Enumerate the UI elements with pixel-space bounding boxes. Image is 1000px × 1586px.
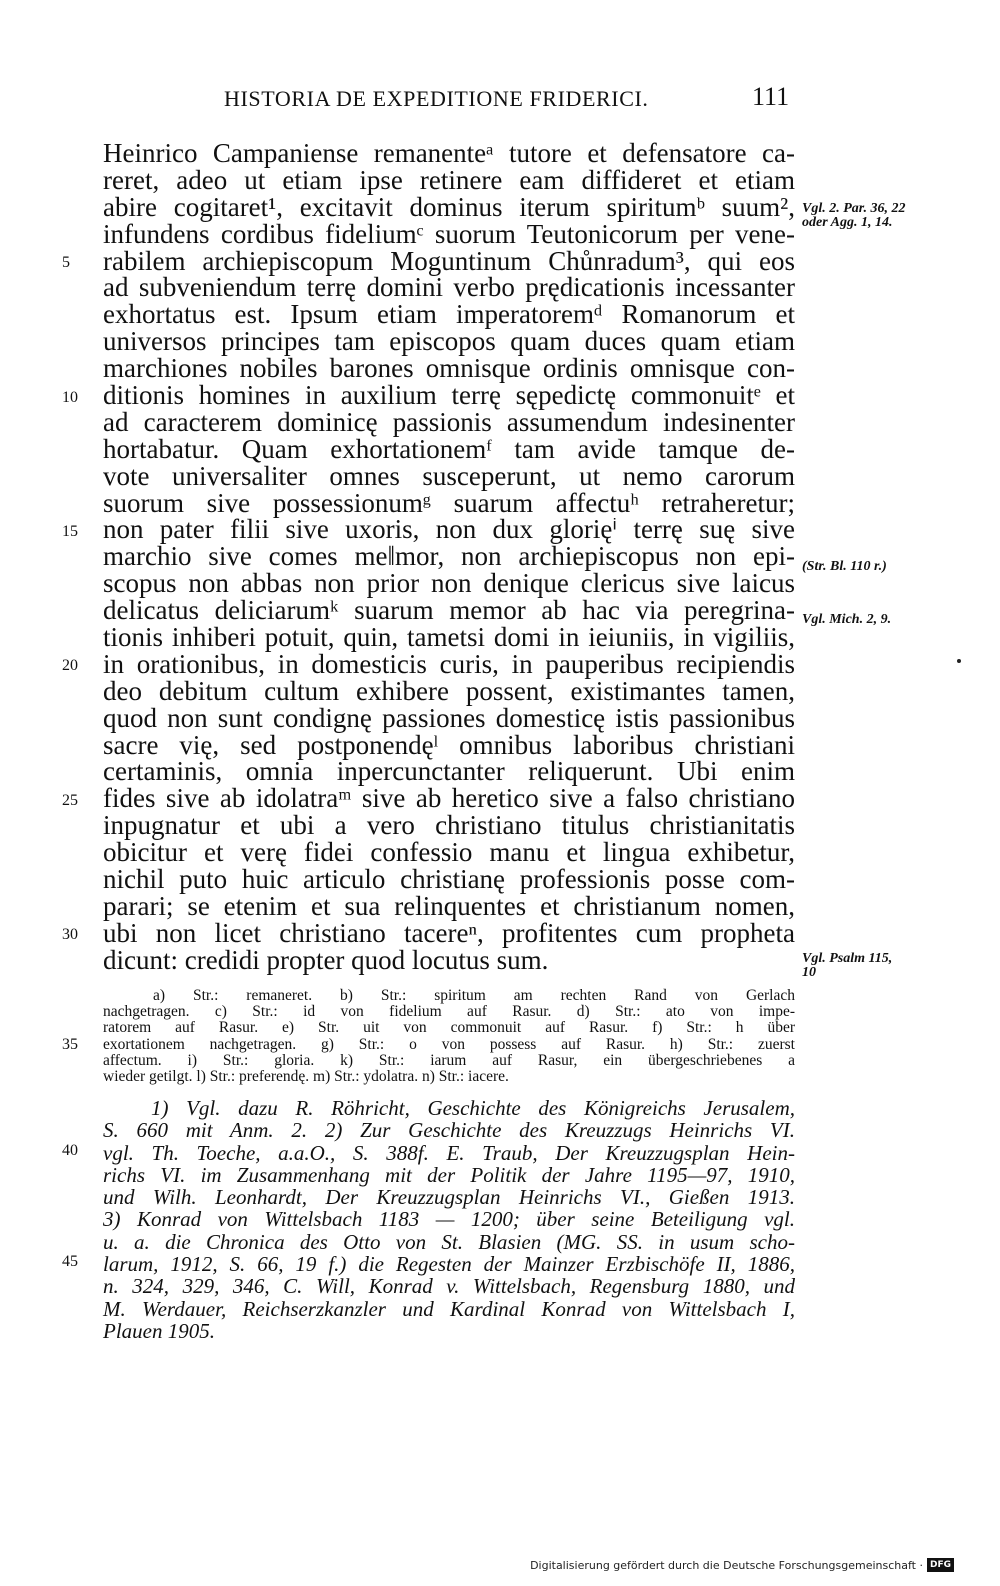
text-line: ubi non licet christiano tacereⁿ, profitentes cum propheta [103, 917, 795, 948]
text-line: dicunt: credidi propter quod locutus sum. [103, 944, 549, 975]
footnote-line: larum, 1912, S. 66, 19 f.) die Regesten der Mainzer Erzbischöfe II, 1886, [103, 1252, 795, 1277]
text-line: Heinrico Campaniense remanenteᵃ tutore et defensatore ca- [103, 138, 795, 168]
speck-mark [957, 659, 961, 663]
critical-apparatus [103, 988, 795, 1085]
footnote-line: n. 324, 329, 346, C. Will, Konrad v. Wittelsbach, Regensburg 1880, und [103, 1274, 795, 1299]
text-line: vote universaliter omnes susceperunt, ut nemo carorum [103, 460, 795, 491]
text-line: suorum sive possessionumᵍ suarum affectuʰ retraheretur; [103, 487, 795, 518]
text-line: non pater filii sive uxoris, non dux glorięⁱ terrę suę sive [103, 514, 795, 545]
footnote-line: Plauen 1905. [103, 1318, 215, 1343]
line-number: 35 [62, 1036, 78, 1053]
text-line: scopus non abbas non prior non denique clericus sive laicus [103, 568, 795, 599]
dfg-logo: DFG [927, 1558, 954, 1572]
text-line: sacre vię, sed postponendęˡ omnibus laboribus christiani [103, 729, 795, 760]
line-number: 25 [62, 792, 78, 809]
text-line: quod non sunt condignę passiones domesticę istis passionibus [103, 702, 795, 733]
line-number: 40 [62, 1142, 78, 1159]
text-line: rabilem archiepiscopum Moguntinum Chůnradum³, qui eos [103, 245, 795, 276]
text-line: delicatus deliciarumᵏ suarum memor ab hac via peregrina- [103, 595, 795, 626]
running-head: HISTORIA DE EXPEDITIONE FRIDERICI. [224, 86, 649, 111]
line-number: 5 [62, 254, 70, 271]
text-line: universos principes tam episcopos quam duces quam etiam [103, 326, 795, 357]
apparatus-line: nachgetragen. c) Str.: id von fidelium auf Rasur. d) Str.: ato von impe- [103, 1003, 795, 1021]
margin-note: Vgl. 2. Par. 36, 22 oder Agg. 1, 14. [802, 201, 906, 230]
line-number: 45 [62, 1253, 78, 1270]
text-line: ad caracterem dominicę passionis assumendum indesinenter [103, 406, 795, 437]
margin-note: Vgl. Mich. 2, 9. [802, 612, 892, 627]
text-line: ad subveniendum terrę domini verbo prędicationis incessanter [103, 272, 795, 303]
text-line: reret, adeo ut etiam ipse retinere eam diffideret et etiam [103, 164, 795, 195]
digitization-credit [530, 1558, 954, 1572]
text-line: obicitur et verę fidei confessio manu et lingua exhibetur, [103, 837, 795, 868]
footnote-line: M. Werdauer, Reichserzkanzler und Kardinal Konrad von Wittelsbach I, [103, 1296, 795, 1321]
apparatus-line: wieder getilgt. l) Str.: preferendę. m) Str.: ydolatra. n) Str.: iacere. [103, 1067, 509, 1085]
apparatus-line: affectum. i) Str.: gloria. k) Str.: iarum auf Rasur, ein übergeschriebenes a [103, 1051, 795, 1069]
footnote-line: 1) Vgl. dazu R. Röhricht, Geschichte des Königreichs Jerusalem, [151, 1096, 795, 1120]
text-line: hortabatur. Quam exhortationemᶠ tam avide tamque de- [103, 433, 795, 464]
main-text [103, 140, 795, 974]
line-number: 15 [62, 523, 78, 540]
text-line: abire cogitaret¹, excitavit dominus iterum spiritumᵇ suum², [103, 191, 795, 222]
page-number: 111 [752, 82, 790, 111]
line-number: 20 [62, 657, 78, 674]
text-line: in orationibus, in domesticis curis, in pauperibus recipiendis [103, 648, 795, 679]
text-line: fides sive ab idolatraᵐ sive ab heretico sive a falso christiano [103, 783, 795, 814]
footnote-line: richs VI. im Zusammenhang mit der Politik der Jahre 1195—97, 1910, [103, 1162, 795, 1187]
text-line: tionis inhiberi potuit, quin, tametsi domi in ieiuniis, in vigiliis, [103, 622, 795, 653]
footnote-line: 3) Konrad von Wittelsbach 1183 — 1200; über seine Beteiligung vgl. [103, 1207, 795, 1232]
text-line: nichil puto huic articulo christianę professionis posse com- [103, 864, 795, 895]
apparatus-line: exortationem nachgetragen. g) Str.: o von possess auf Rasur. h) Str.: zuerst [103, 1035, 795, 1053]
margin-note: Vgl. Psalm 115, 10 [802, 951, 893, 980]
footnote-line: und Wilh. Leonhardt, Der Kreuzzugsplan Heinrichs VI., Gießen 1913. [103, 1185, 795, 1210]
line-number: 30 [62, 926, 78, 943]
text-line: certaminis, omnia inpercunctanter reliquerunt. Ubi enim [103, 756, 795, 787]
footnote-line: S. 660 mit Anm. 2. 2) Zur Geschichte des Kreuzzugs Heinrichs VI. [103, 1118, 795, 1143]
text-line: exhortatus est. Ipsum etiam imperatoremᵈ Romanorum et [103, 299, 795, 330]
text-line: inpugnatur et ubi a vero christiano titulus christianitatis [103, 810, 795, 841]
text-line: infundens cordibus fideliumᶜ suorum Teutonicorum per vene- [103, 218, 795, 249]
text-line: marchio sive comes me‖mor, non archiepiscopus non epi- [103, 541, 795, 572]
line-number: 10 [62, 389, 78, 406]
text-line: deo debitum cultum exhibere possent, existimantes tamen, [103, 675, 795, 706]
footnote-line: u. a. die Chronica des Otto von St. Blasien (MG. SS. in usum scho- [103, 1229, 795, 1254]
footnote-line: vgl. Th. Toeche, a.a.O., S. 388f. E. Traub, Der Kreuzzugsplan Hein- [103, 1140, 795, 1165]
margin-note: (Str. Bl. 110 r.) [802, 559, 887, 574]
text-line: ditionis homines in auxilium terrę sępedictę commonuitᵉ et [103, 380, 795, 411]
apparatus-line: ratorem auf Rasur. e) Str. uit von commonuit auf Rasur. f) Str.: h über [103, 1019, 795, 1037]
credit-text: Digitalisierung gefördert durch die Deutsche Forschungsgemeinschaft · [530, 1558, 923, 1572]
text-line: marchiones nobiles barones omnisque ordinis omnisque con- [103, 353, 795, 384]
footnotes [103, 1097, 795, 1342]
text-line: parari; se etenim et sua relinquentes et christianum nomen, [103, 890, 795, 921]
apparatus-line: a) Str.: remaneret. b) Str.: spiritum am rechten Rand von Gerlach [153, 987, 795, 1004]
